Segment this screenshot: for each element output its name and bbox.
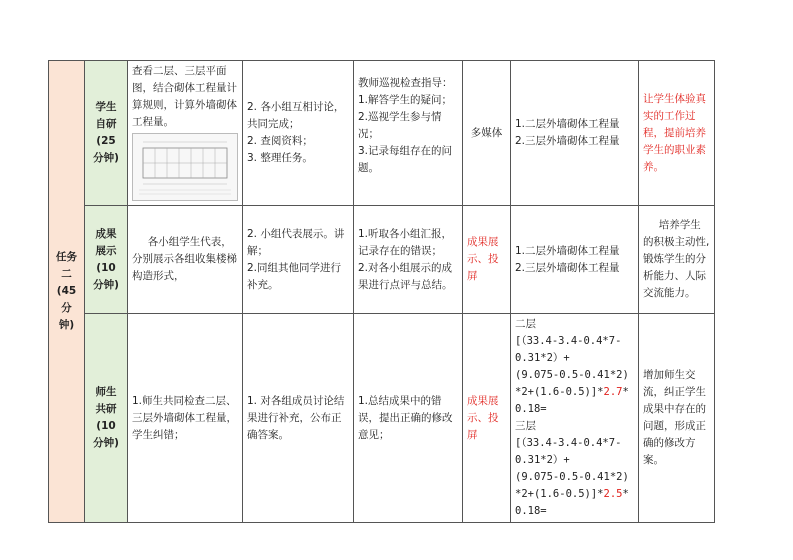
content-cell: 1.师生共同检查二层、三层外墙砌体工程量，学生纠错； <box>128 314 243 523</box>
floor3-formula-line1: [（33.4-3.4-0.4*7-0.31*2）+ <box>515 437 622 466</box>
floor3-height-value: 2.5 <box>603 488 623 500</box>
floor3-formula-body: (9.075-0.5-0.41*2)*2+(1.6-0.5)]* <box>515 471 629 500</box>
floor2-label: 二层 <box>515 318 536 330</box>
result-cell: 1.二层外墙砌体工程量 2.三层外墙砌体工程量 <box>511 206 639 314</box>
stage-cell: 师生 共研 (10 分钟) <box>85 314 128 523</box>
method-cell: 成果展示、投屏 <box>463 314 511 523</box>
content-cell <box>128 61 243 206</box>
floor3-formula-tail: *0.18= <box>515 488 629 517</box>
teacher-activity-cell: 教师巡视检查指导： 1.解答学生的疑问； 2.巡视学生参与情况； 3.记录每组存在的问题。 <box>354 61 463 206</box>
table-row <box>49 206 715 314</box>
floor2-formula-tail: *0.18= <box>515 386 629 415</box>
stage-cell: 成果 展示 (10 分钟) <box>85 206 128 314</box>
student-activity-cell: 2. 小组代表展示。讲解； 2.同组其他同学进行补充。 <box>243 206 354 314</box>
method-cell: 成果展示、投屏 <box>463 206 511 314</box>
student-activity-cell: 1. 对各组成员讨论结果进行补充，公布正确答案。 <box>243 314 354 523</box>
task-label-cell: 任务 二 (45 分 钟) <box>49 61 85 523</box>
intent-cell: 培养学生的积极主动性,锻炼学生的分析能力、人际交流能力。 <box>639 206 715 314</box>
floor2-formula-line2 <box>515 367 634 418</box>
floor2-formula-line1: [（33.4-3.4-0.4*7-0.31*2）+ <box>515 335 622 364</box>
table-row <box>49 61 715 206</box>
content-text: 查看二层、三层平面图，结合砌体工程量计算规则，计算外墙砌体工程量。 <box>132 65 237 128</box>
floor-plan-thumbnail <box>132 133 238 201</box>
floor3-formula-line2 <box>515 469 634 520</box>
intent-cell: 让学生体验真实的工作过程，提前培养学生的职业素养。 <box>639 61 715 206</box>
method-cell: 多媒体 <box>463 61 511 206</box>
teacher-activity-cell: 1.听取各小组汇报，记录存在的错误； 2.对各小组展示的成果进行点评与总结。 <box>354 206 463 314</box>
calculation-cell <box>511 314 639 523</box>
stage-cell: 学生 自研 (25 分钟) <box>85 61 128 206</box>
intent-cell: 增加师生交流，纠正学生成果中存在的问题，形成正确的修改方案。 <box>639 314 715 523</box>
lesson-plan-table <box>48 60 715 523</box>
teacher-activity-cell: 1.总结成果中的错误，提出正确的修改意见； <box>354 314 463 523</box>
content-cell: 各小组学生代表，分别展示各组收集楼梯构造形式， <box>128 206 243 314</box>
floor-plan-drawing-icon <box>133 134 237 200</box>
table-row <box>49 314 715 523</box>
floor2-height-value: 2.7 <box>603 386 623 398</box>
student-activity-cell: 2. 各小组互相讨论，共同完成； 2. 查阅资料； 3. 整理任务。 <box>243 61 354 206</box>
floor3-label: 三层 <box>515 420 536 432</box>
result-cell: 1.二层外墙砌体工程量 2.三层外墙砌体工程量 <box>511 61 639 206</box>
floor2-formula-body: (9.075-0.5-0.41*2)*2+(1.6-0.5)]* <box>515 369 629 398</box>
